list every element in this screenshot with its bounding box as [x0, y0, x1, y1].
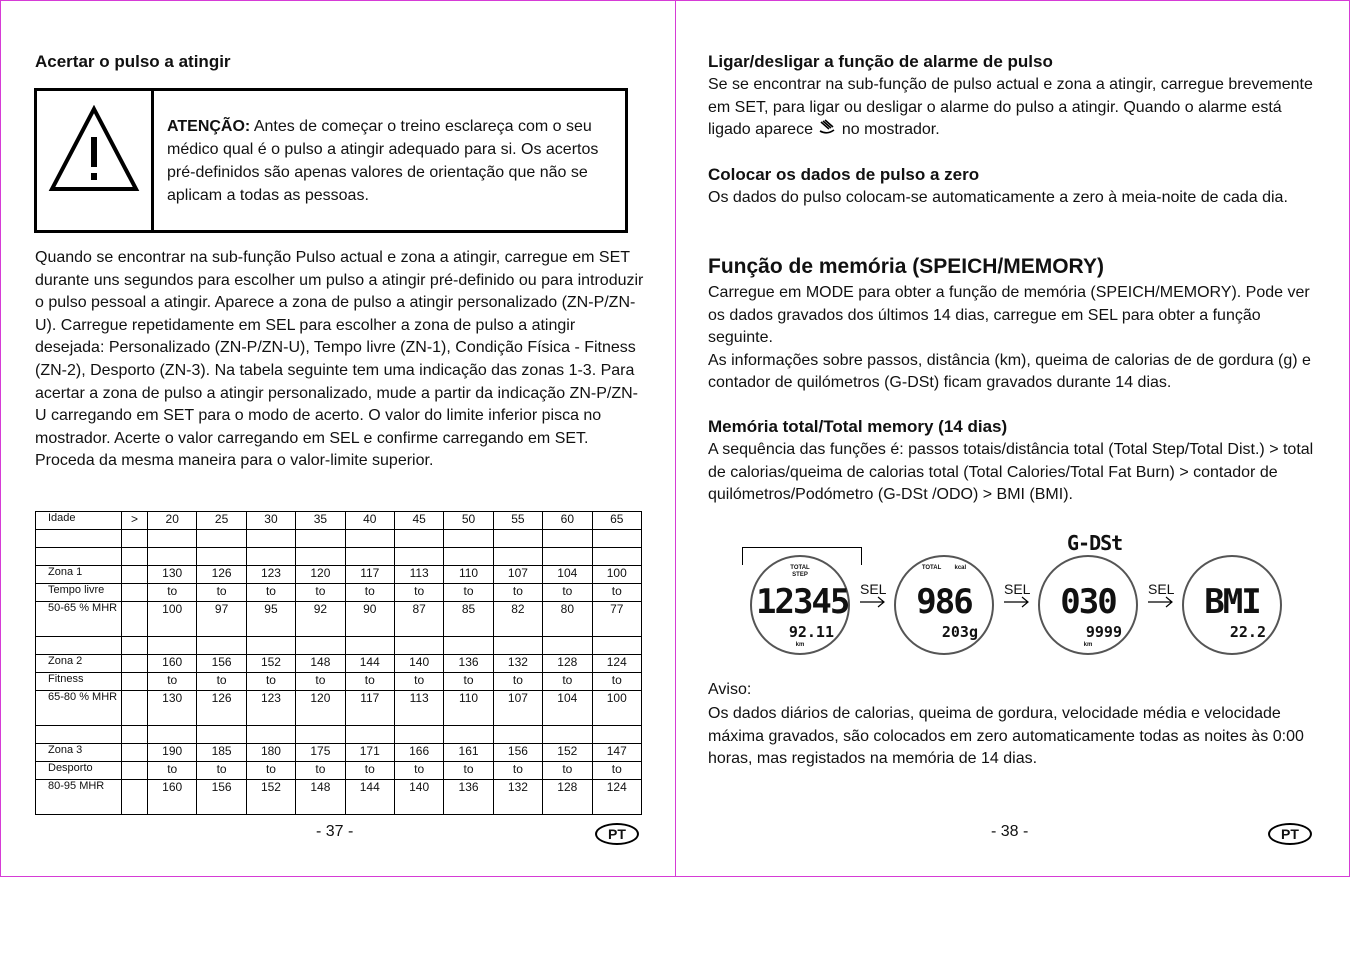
table-cell	[543, 530, 592, 548]
note-paragraph: Os dados diários de calorias, queima de gordura, velocidade média e velocidade máxima gravados, são colocados em zero automaticamente todas as noites às 0:00 horas, mas registados na memória de 14 dias.	[708, 705, 1304, 768]
text-run: Carregue em	[708, 284, 806, 301]
table-cell	[592, 726, 641, 744]
table-cell: to	[246, 673, 295, 691]
warning-lead: ATENÇÃO:	[167, 118, 251, 135]
keyword: Pulso actual e zona a atingir	[295, 249, 496, 266]
table-cell	[197, 548, 246, 566]
display-main-value: BMI	[1204, 582, 1260, 622]
memory-paragraph	[708, 282, 1323, 395]
table-cell	[444, 548, 493, 566]
table-cell	[148, 530, 197, 548]
table-cell: Idade	[36, 512, 122, 530]
table-cell: 180	[246, 744, 295, 762]
table-cell: 95	[246, 602, 295, 637]
table-cell: 152	[543, 744, 592, 762]
alarm-paragraph	[708, 74, 1318, 142]
text-run: a atingir, carregue brevemente em	[708, 76, 1313, 116]
table-cell: 148	[296, 655, 345, 673]
table-cell: 144	[345, 655, 394, 673]
section-title: Função de memória (SPEICH/MEMORY)	[708, 255, 1104, 278]
table-cell: 117	[345, 691, 394, 726]
table-row	[36, 566, 642, 584]
text-run: Se se encontrar na sub-função de	[708, 76, 954, 93]
table-cell: to	[394, 584, 443, 602]
table-cell	[197, 726, 246, 744]
display-main-value: 030	[1060, 582, 1116, 622]
table-cell	[197, 637, 246, 655]
text-run: para obter a função seguinte.	[708, 306, 1261, 347]
table-cell: 147	[592, 744, 641, 762]
keyword: SET	[163, 407, 194, 425]
table-cell: to	[296, 673, 345, 691]
table-cell: 87	[394, 602, 443, 637]
table-cell	[122, 762, 148, 780]
table-cell: 128	[543, 780, 592, 815]
table-cell: to	[493, 584, 542, 602]
table-cell: 144	[345, 780, 394, 815]
table-cell: to	[394, 762, 443, 780]
table-cell	[493, 548, 542, 566]
table-cell: 161	[444, 744, 493, 762]
text-run: , para ligar ou desligar o alarme do pulso a atingir. Quando o alarme está ligado aparece	[708, 98, 1282, 139]
table-cell: 124	[592, 780, 641, 815]
table-cell: 100	[592, 566, 641, 584]
table-cell	[394, 530, 443, 548]
table-cell: 113	[394, 566, 443, 584]
text-run: As informações sobre passos, distância (km), queima de calorias de de gordura (g) e contador de quilómetros (G-DSt) ficam gravados durante 14 dias.	[708, 351, 1311, 392]
table-cell: 140	[394, 655, 443, 673]
sel-label: SEL	[1004, 581, 1031, 597]
table-cell: to	[197, 673, 246, 691]
table-cell: 45	[394, 512, 443, 530]
gdst-display-label: G-DSt	[1067, 531, 1123, 555]
table-cell: 130	[148, 691, 197, 726]
table-cell: 92	[296, 602, 345, 637]
text-run: para obter a função de memória (SPEICH/MEMORY). Pode ver os dados gravados dos últimos 14 dias, carregue em	[708, 284, 1310, 324]
table-cell	[444, 530, 493, 548]
table-cell: 156	[197, 655, 246, 673]
section-heading: Colocar os dados de pulso a zero	[708, 165, 980, 184]
warning-icon-cell	[37, 91, 154, 230]
table-cell: 120	[296, 566, 345, 584]
warning-body: Antes de começar o treino esclareça com o seu médico qual é o pulso a atingir adequado para si. Os acertos pré-definidos são apenas valores de orientação que não se aplicam a todas as pessoas.	[167, 118, 599, 204]
table-row	[36, 744, 642, 762]
table-row	[36, 548, 642, 566]
table-cell: 107	[493, 566, 542, 584]
table-cell	[543, 726, 592, 744]
table-cell: 132	[493, 780, 542, 815]
section-heading: Memória total/Total memory (14 dias)	[708, 417, 1008, 436]
table-cell	[592, 530, 641, 548]
table-row	[36, 512, 642, 530]
alarm-symbol-icon	[817, 119, 837, 135]
table-cell	[36, 548, 122, 566]
table-cell: 190	[148, 744, 197, 762]
table-cell	[122, 726, 148, 744]
table-cell: to	[296, 762, 345, 780]
language-badge: PT	[595, 823, 639, 845]
left-page	[0, 0, 676, 877]
table-cell	[444, 637, 493, 655]
keyword: pulso actual e zona	[953, 76, 1092, 93]
table-cell: 80-95 MHR	[36, 780, 122, 815]
keyword: SEL	[329, 429, 360, 447]
table-cell	[493, 637, 542, 655]
table-cell	[122, 744, 148, 762]
table-cell: 160	[148, 780, 197, 815]
display-main-value: 986	[916, 582, 972, 622]
table-cell	[345, 530, 394, 548]
keyword: SET	[598, 249, 630, 266]
table-cell: to	[246, 584, 295, 602]
table-cell: to	[148, 762, 197, 780]
table-cell: to	[148, 584, 197, 602]
text-run: Quando se encontrar na sub-função	[35, 249, 296, 266]
table-row	[36, 584, 642, 602]
display-unit: km	[795, 642, 805, 648]
table-row	[36, 726, 642, 744]
text-run: para o modo de acerto. O valor do limite inferior pisca no mostrador. Acerte o valor carregando em	[35, 407, 602, 447]
table-cell: 126	[197, 691, 246, 726]
table-cell: 82	[493, 602, 542, 637]
text-run: . Proceda da mesma maneira para o valor-limite superior.	[35, 429, 589, 470]
table-cell: 90	[345, 602, 394, 637]
table-row	[36, 530, 642, 548]
table-cell	[122, 673, 148, 691]
table-cell: 100	[148, 602, 197, 637]
watch-display-sequence	[736, 526, 1336, 666]
table-cell: 148	[296, 780, 345, 815]
table-cell: to	[345, 673, 394, 691]
keyword: SEL	[265, 316, 295, 334]
table-cell	[493, 726, 542, 744]
display-sub-value: 203g	[941, 623, 978, 641]
table-cell	[36, 637, 122, 655]
keyword: SET	[554, 429, 585, 447]
text-run: , carregue em	[495, 249, 599, 266]
table-cell	[592, 637, 641, 655]
table-cell: to	[592, 584, 641, 602]
table-cell: 20	[148, 512, 197, 530]
table-cell	[122, 566, 148, 584]
table-cell	[345, 726, 394, 744]
table-cell	[296, 530, 345, 548]
table-cell: 113	[394, 691, 443, 726]
table-cell: 130	[148, 566, 197, 584]
instructions-paragraph	[35, 247, 645, 473]
table-cell: 126	[197, 566, 246, 584]
table-cell: 104	[543, 566, 592, 584]
sequence-paragraph: A sequência das funções é: passos totais/distância total (Total Step/Total Dist.) > total de calorias/queima de calorias total (Total Calories/Total Fat Burn) > contador de quilómetros/Podómetro (G-DSt /ODO) > BMI (BMI).	[708, 441, 1314, 504]
table-cell	[122, 780, 148, 815]
table-cell	[122, 637, 148, 655]
table-cell	[122, 691, 148, 726]
watch-display-steps	[750, 555, 850, 655]
table-cell	[36, 726, 122, 744]
table-cell	[122, 530, 148, 548]
table-cell: 152	[246, 780, 295, 815]
table-cell: 128	[543, 655, 592, 673]
watch-display-bmi	[1182, 555, 1282, 655]
table-cell: to	[444, 673, 493, 691]
arrow-right-icon	[1148, 596, 1174, 608]
table-cell: 156	[197, 780, 246, 815]
table-cell: 120	[296, 691, 345, 726]
table-row	[36, 637, 642, 655]
table-cell	[394, 548, 443, 566]
table-cell	[246, 726, 295, 744]
table-cell	[394, 637, 443, 655]
table-cell	[345, 548, 394, 566]
table-cell: 104	[543, 691, 592, 726]
table-cell	[592, 548, 641, 566]
table-cell: to	[296, 584, 345, 602]
table-cell: 132	[493, 655, 542, 673]
table-cell	[246, 637, 295, 655]
table-cell: 80	[543, 602, 592, 637]
table-cell	[444, 726, 493, 744]
table-cell: 110	[444, 566, 493, 584]
table-cell: 35	[296, 512, 345, 530]
table-cell	[246, 530, 295, 548]
table-cell: 85	[444, 602, 493, 637]
keyword: SEL	[1087, 306, 1118, 324]
table-cell: 123	[246, 566, 295, 584]
table-cell: 185	[197, 744, 246, 762]
table-cell: to	[592, 673, 641, 691]
table-cell: to	[197, 762, 246, 780]
reset-paragraph: Os dados do pulso colocam-se automaticamente a zero à meia-noite de cada dia.	[708, 189, 1288, 206]
table-cell: to	[543, 762, 592, 780]
table-cell	[296, 548, 345, 566]
table-cell	[36, 530, 122, 548]
watch-display-odometer	[1038, 555, 1138, 655]
table-cell: to	[394, 673, 443, 691]
table-cell: 117	[345, 566, 394, 584]
table-cell	[493, 530, 542, 548]
table-cell: 136	[444, 655, 493, 673]
table-cell	[345, 637, 394, 655]
table-cell: 171	[345, 744, 394, 762]
table-cell	[543, 548, 592, 566]
table-cell: Zona 2	[36, 655, 122, 673]
table-cell	[122, 655, 148, 673]
display-sub-value: 92.11	[788, 623, 834, 641]
warning-triangle-icon	[48, 105, 140, 195]
right-page	[675, 0, 1350, 877]
display-main-value: 12345	[756, 582, 849, 622]
text-run: para escolher a zona de pulso a atingir desejada: Personalizado (ZN-P/ZN-U), Tempo livre (ZN-1), Condição Física - Fitness (ZN-2), Desporto (ZN-3). Na tabela seguinte tem uma indicação das zonas 1-3. Para acertar a zona de pulso a atingir personalizado, mude a partir da indicação ZN-P/ZN-U carregando em	[35, 316, 638, 425]
keyword: SET	[734, 98, 765, 116]
table-cell: to	[148, 673, 197, 691]
table-cell: 50-65 % MHR	[36, 602, 122, 637]
table-cell: 97	[197, 602, 246, 637]
table-cell: 124	[592, 655, 641, 673]
table-cell: 175	[296, 744, 345, 762]
table-cell: 100	[592, 691, 641, 726]
table-row	[36, 780, 642, 815]
warning-box	[34, 88, 628, 233]
table-cell: to	[543, 584, 592, 602]
text-run: durante uns segundos para escolher um pulso a atingir pré-definido ou para introduzir o pulso pessoal a atingir. Aparece a zona de pulso a atingir personalizado (ZN-P/ZN-U). Carregue repetidamente em	[35, 271, 644, 334]
keyword: MODE	[805, 284, 854, 301]
section-heading: Acertar o pulso a atingir	[35, 52, 231, 71]
watch-display-calories	[894, 555, 994, 655]
table-row	[36, 762, 642, 780]
table-cell	[296, 637, 345, 655]
table-cell: 136	[444, 780, 493, 815]
table-cell: 55	[493, 512, 542, 530]
table-cell: to	[493, 762, 542, 780]
table-cell: to	[197, 584, 246, 602]
table-cell	[122, 548, 148, 566]
language-badge: PT	[1268, 823, 1312, 845]
table-cell	[122, 584, 148, 602]
table-cell: to	[444, 584, 493, 602]
arrow-right-icon	[860, 596, 886, 608]
arrow-right-icon	[1004, 596, 1030, 608]
table-cell: to	[444, 762, 493, 780]
table-cell: Fitness	[36, 673, 122, 691]
table-row	[36, 673, 642, 691]
table-cell: 65	[592, 512, 641, 530]
display-sub-value: 22.2	[1229, 623, 1266, 641]
table-cell: 107	[493, 691, 542, 726]
table-cell: 65-80 % MHR	[36, 691, 122, 726]
table-cell	[394, 726, 443, 744]
table-cell	[148, 726, 197, 744]
table-cell: 30	[246, 512, 295, 530]
table-cell	[148, 637, 197, 655]
section-heading: Ligar/desligar a função de alarme de pulso	[708, 52, 1053, 71]
table-cell: to	[592, 762, 641, 780]
table-row	[36, 691, 642, 726]
table-cell: 152	[246, 655, 295, 673]
table-cell: to	[246, 762, 295, 780]
table-cell: Zona 3	[36, 744, 122, 762]
table-cell: >	[122, 512, 148, 530]
display-top-label: TOTAL STEP	[790, 565, 810, 578]
table-cell	[543, 637, 592, 655]
table-cell: to	[345, 584, 394, 602]
page-number: - 37 -	[316, 823, 354, 840]
text-run: no mostrador.	[837, 121, 940, 139]
table-cell	[122, 602, 148, 637]
display-sub-value: 9999	[1085, 623, 1122, 641]
table-cell: 60	[543, 512, 592, 530]
text-run: e confirme carregando em	[359, 429, 555, 447]
sel-label: SEL	[860, 581, 887, 597]
heart-rate-zone-table	[35, 511, 642, 815]
table-cell: to	[543, 673, 592, 691]
table-cell: 50	[444, 512, 493, 530]
page-number: - 38 -	[991, 823, 1029, 840]
sel-label: SEL	[1148, 581, 1175, 597]
table-cell: to	[493, 673, 542, 691]
table-cell	[148, 548, 197, 566]
table-cell: to	[345, 762, 394, 780]
table-cell	[246, 548, 295, 566]
table-row	[36, 602, 642, 637]
table-cell: Desporto	[36, 762, 122, 780]
table-cell: 166	[394, 744, 443, 762]
warning-text	[167, 115, 612, 207]
table-cell: 123	[246, 691, 295, 726]
table-cell: 140	[394, 780, 443, 815]
table-cell: 77	[592, 602, 641, 637]
display-unit: km	[1083, 642, 1093, 648]
table-cell: Zona 1	[36, 566, 122, 584]
table-cell: 40	[345, 512, 394, 530]
table-cell	[296, 726, 345, 744]
table-cell: Tempo livre	[36, 584, 122, 602]
table-cell	[197, 530, 246, 548]
table-row	[36, 655, 642, 673]
table-cell: 25	[197, 512, 246, 530]
display-top-label: TOTAL kcal	[921, 565, 967, 571]
note-label: Aviso:	[708, 681, 752, 698]
table-cell: 156	[493, 744, 542, 762]
table-cell: 110	[444, 691, 493, 726]
table-cell: 160	[148, 655, 197, 673]
